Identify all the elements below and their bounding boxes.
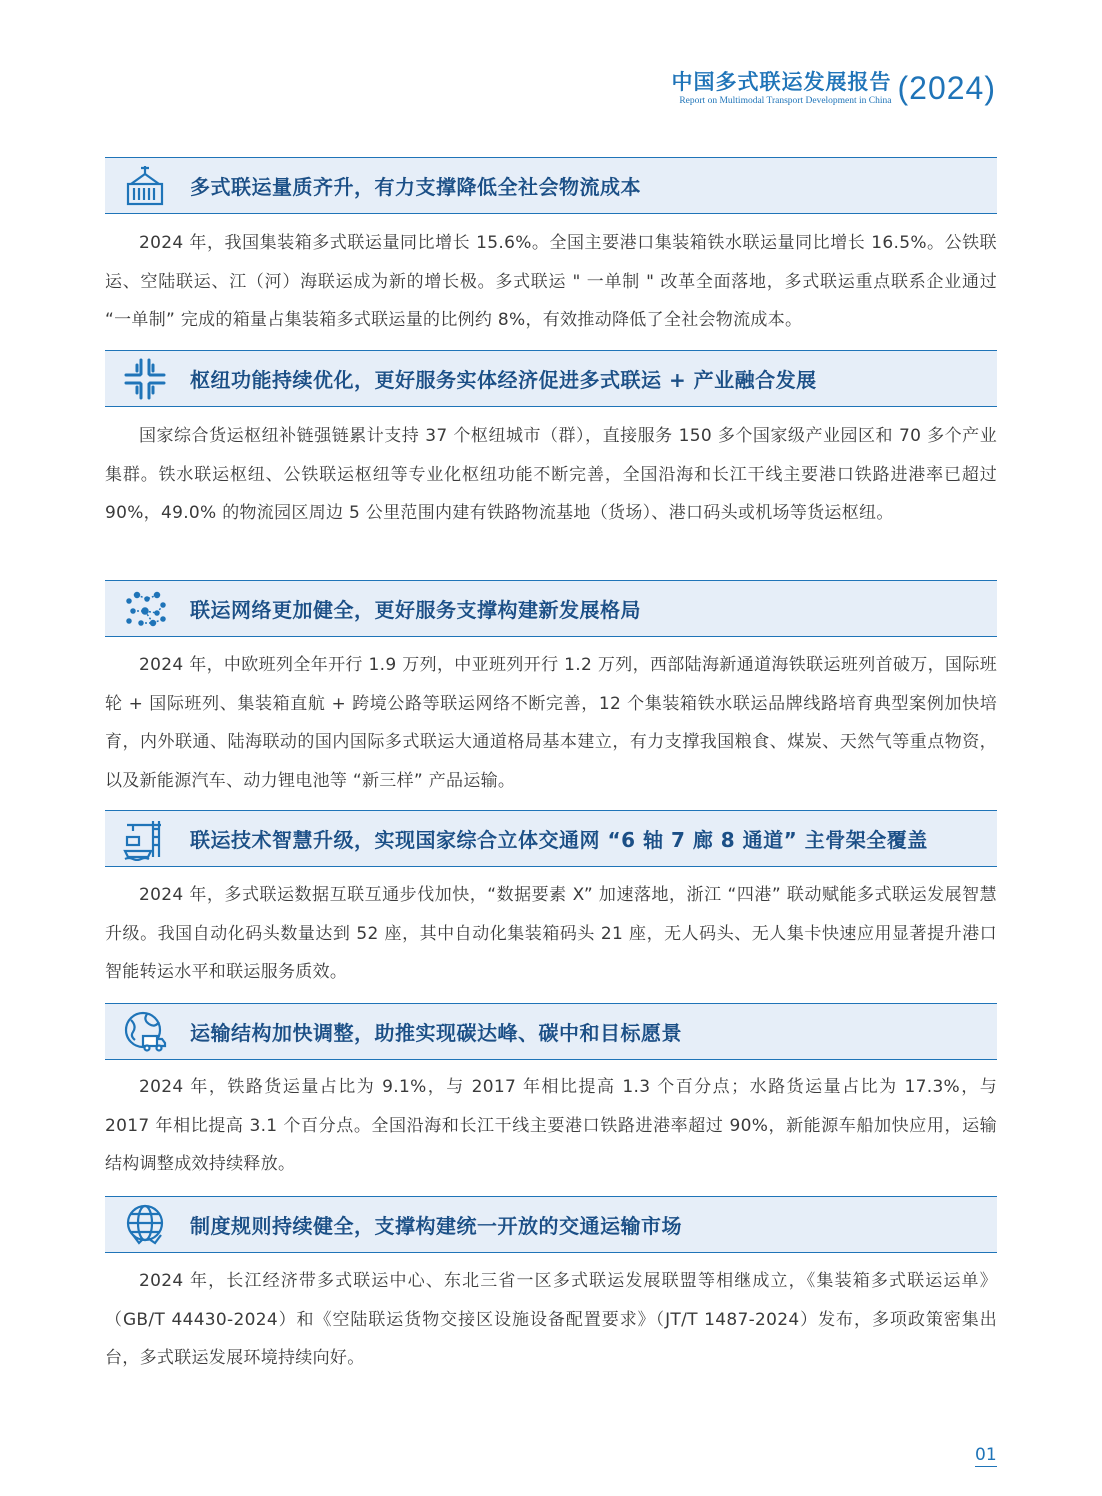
smart-port-icon bbox=[122, 816, 168, 862]
section-body-2: 国家综合货运枢纽补链强链累计支持 37 个枢纽城市（群），直接服务 150 多个国家级产业园区和 70 多个产业集群。铁水联运枢纽、公铁联运枢纽等专业化枢纽功能不断完善，全国沿海和长江干线主要港口铁路进港率已超过 90%，49.0% 的物流园区周边 5 公里范围内建有铁路物流基地（货场）、港口码头或机场等货运枢纽。 bbox=[105, 426, 997, 523]
network-nodes-icon bbox=[122, 586, 168, 632]
section-header-2 bbox=[105, 350, 997, 407]
section-header-4 bbox=[105, 810, 997, 867]
section-title-3: 联运网络更加健全，更好服务支撑构建新发展格局 bbox=[190, 598, 641, 622]
section-title-4: 联运技术智慧升级，实现国家综合立体交通网 “6 轴 7 廊 8 通道” 主骨架全覆盖 bbox=[190, 828, 928, 852]
globe-truck-icon bbox=[122, 1009, 168, 1055]
section-title-1: 多式联运量质齐升，有力支撑降低全社会物流成本 bbox=[190, 175, 641, 199]
section-header-6 bbox=[105, 1196, 997, 1253]
hub-junction-icon bbox=[122, 356, 168, 402]
section-title-5: 运输结构加快调整，助推实现碳达峰、碳中和目标愿景 bbox=[190, 1021, 682, 1045]
header-text bbox=[672, 70, 892, 107]
report-year: (2024) bbox=[897, 70, 996, 106]
section-header-3 bbox=[105, 580, 997, 637]
report-subtitle: Report on Multimodal Transport Development in China bbox=[679, 95, 892, 106]
page-number: 01 bbox=[975, 1445, 997, 1465]
report-title: 中国多式联运发展报告 bbox=[671, 69, 892, 94]
section-body-6: 2024 年，长江经济带多式联运中心、东北三省一区多式联运发展联盟等相继成立，《集装箱多式联运运单》（GB/T 44430-2024）和《空陆联运货物交接区设施设备配置要求》（JT/T 1487-2024）发布，多项政策密集出台，多式联运发展环境持续向好。 bbox=[105, 1271, 997, 1368]
section-body-3: 2024 年，中欧班列全年开行 1.9 万列，中亚班列开行 1.2 万列，西部陆海新通道海铁联运班列首破万，国际班轮 + 国际班列、集装箱直航 + 跨境公路等联运网络不断完善，12 个集装箱铁水联运品牌线路培育典型案例加快培育，内外联通、陆海联动的国内国际多式联运大通道格局基本建立，有力支撑我国粮食、煤炭、天然气等重点物资，以及新能源汽车、动力锂电池等 “新三样” 产品运输。 bbox=[105, 655, 997, 791]
section-body-4: 2024 年，多式联运数据互联互通步伐加快，“数据要素 X” 加速落地，浙江 “四港” 联动赋能多式联运发展智慧升级。我国自动化码头数量达到 52 座，其中自动化集装箱码头 21 座，无人码头、无人集卡快速应用显著提升港口智能转运水平和联运服务质效。 bbox=[105, 885, 997, 982]
section-header-1 bbox=[105, 157, 997, 214]
section-title-6: 制度规则持续健全，支撑构建统一开放的交通运输市场 bbox=[190, 1214, 682, 1238]
section-body-1: 2024 年，我国集装箱多式联运量同比增长 15.6%。全国主要港口集装箱铁水联运量同比增长 16.5%。公铁联运、空陆联运、江（河）海联运成为新的增长极。多式联运 " 一单制 " 改革全面落地，多式联运重点联系企业通过 “一单制” 完成的箱量占集装箱多式联运量的比例约 8%，有效推动降低了全社会物流成本。 bbox=[105, 233, 997, 330]
report-header bbox=[672, 68, 997, 108]
section-title-2: 枢纽功能持续优化，更好服务实体经济促进多式联运 + 产业融合发展 bbox=[190, 368, 817, 392]
section-body-5: 2024 年，铁路货运量占比为 9.1%，与 2017 年相比提高 1.3 个百分点；水路货运量占比为 17.3%，与 2017 年相比提高 3.1 个百分点。全国沿海和长江干线主要港口铁路进港率超过 90%，新能源车船加快应用，运输结构调整成效持续释放。 bbox=[105, 1077, 998, 1174]
container-crane-icon bbox=[122, 163, 168, 209]
section-header-5 bbox=[105, 1003, 997, 1060]
globe-policy-icon bbox=[122, 1202, 168, 1248]
